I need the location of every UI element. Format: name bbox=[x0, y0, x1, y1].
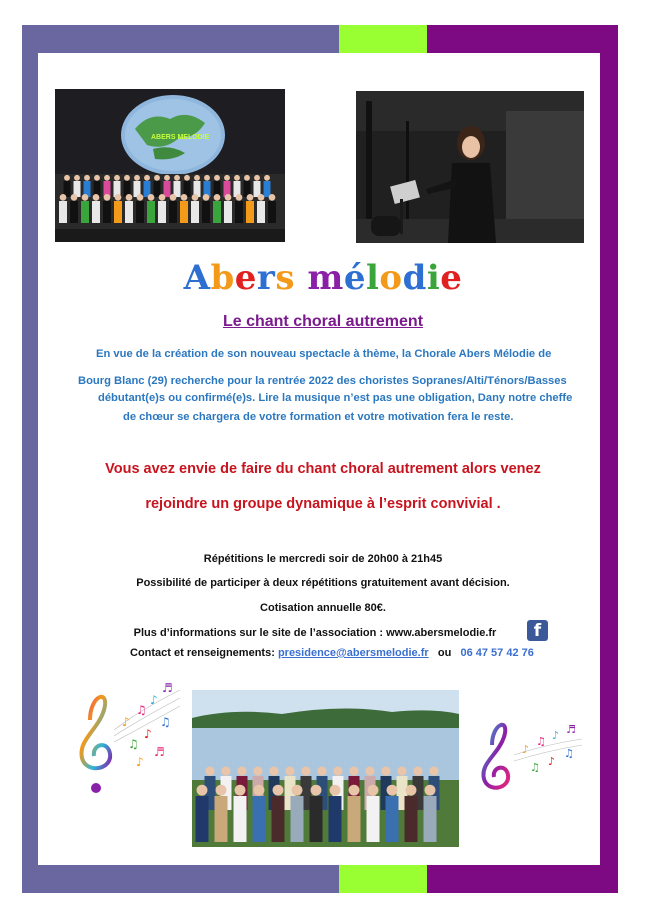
website-info[interactable]: Plus d’informations sur le site de l’association : www.abersmelodie.fr bbox=[133, 627, 497, 639]
svg-text:♬: ♬ bbox=[154, 745, 165, 759]
rehearsal-schedule: Répétitions le mercredi soir de 20h00 à 21h45 bbox=[203, 553, 443, 565]
conductor-illustration bbox=[356, 91, 584, 243]
title-letter: d bbox=[402, 258, 427, 298]
svg-text:♪: ♪ bbox=[122, 715, 130, 729]
group-lakeside-illustration bbox=[192, 690, 459, 847]
choir-stage-photo bbox=[55, 89, 285, 242]
conductor-photo bbox=[356, 91, 584, 243]
frame-bottom-band bbox=[22, 865, 618, 893]
intro-line-2: Bourg Blanc (29) recherche pour la rentrée 2022 des choristes Sopranes/Alti/Ténors/Basses bbox=[78, 375, 567, 387]
svg-text:♬: ♬ bbox=[566, 723, 576, 736]
title-letter: m bbox=[307, 258, 344, 298]
choir-stage-illustration bbox=[55, 89, 285, 242]
svg-text:♫: ♫ bbox=[136, 703, 147, 717]
poster-title bbox=[0, 258, 646, 298]
frame-right-band bbox=[600, 53, 618, 865]
callout-line-1: Vous avez envie de faire du chant choral autrement alors venez bbox=[105, 461, 541, 477]
svg-text:♫: ♫ bbox=[530, 761, 540, 774]
frame-segment-purple bbox=[427, 865, 618, 893]
contact-label: Contact et renseignements: bbox=[130, 647, 275, 659]
intro-line-4: de chœur se chargera de votre formation et votre motivation fera le reste. bbox=[123, 411, 514, 423]
callout-line-2: rejoindre un groupe dynamique à l’esprit convivial . bbox=[145, 496, 501, 512]
choir-logo-text: ABERS MELODIE bbox=[151, 134, 210, 141]
svg-text:♫: ♫ bbox=[536, 735, 546, 748]
svg-text:♫: ♫ bbox=[564, 747, 574, 760]
title-letter: i bbox=[426, 258, 441, 298]
title-letter: A bbox=[183, 258, 211, 298]
intro-line-1: En vue de la création de son nouveau spectacle à thème, la Chorale Abers Mélodie de bbox=[96, 348, 552, 360]
facebook-icon[interactable]: f bbox=[527, 620, 548, 641]
trial-info: Possibilité de participer à deux répétitions gratuitement avant décision. bbox=[136, 577, 510, 589]
group-photo bbox=[192, 690, 459, 847]
contact-line bbox=[130, 647, 534, 659]
music-notes-icon bbox=[70, 670, 185, 805]
svg-text:♪: ♪ bbox=[150, 693, 158, 707]
svg-text:♫: ♫ bbox=[160, 715, 171, 729]
title-letter: l bbox=[365, 258, 380, 298]
music-notes-icon bbox=[470, 705, 585, 810]
frame-top-band bbox=[22, 25, 618, 53]
poster-subtitle: Le chant choral autrement bbox=[222, 313, 424, 330]
treble-clef-icon bbox=[470, 705, 585, 805]
title-letter: e bbox=[234, 258, 257, 298]
frame-segment-blue bbox=[22, 25, 339, 53]
frame-segment-purple bbox=[427, 25, 618, 53]
svg-text:♫: ♫ bbox=[128, 737, 139, 751]
svg-text:♬: ♬ bbox=[162, 681, 173, 695]
phone-number[interactable]: 06 47 57 42 76 bbox=[460, 647, 534, 659]
contact-or: ou bbox=[437, 647, 452, 659]
title-letter: o bbox=[379, 258, 403, 298]
title-letter: e bbox=[440, 258, 463, 298]
treble-clef-icon bbox=[70, 670, 185, 800]
title-letter: é bbox=[343, 258, 366, 298]
fee-info: Cotisation annuelle 80€. bbox=[260, 602, 386, 614]
title-letter: r bbox=[256, 258, 276, 298]
svg-text:♪: ♪ bbox=[548, 755, 556, 768]
title-letter: b bbox=[210, 258, 235, 298]
frame-left-band bbox=[22, 53, 38, 865]
svg-text:♪: ♪ bbox=[552, 729, 560, 742]
svg-text:♪: ♪ bbox=[522, 743, 530, 756]
title-letter bbox=[295, 258, 307, 298]
svg-text:♪: ♪ bbox=[144, 727, 152, 741]
svg-text:♪: ♪ bbox=[136, 755, 144, 769]
email-link[interactable]: presidence@abersmelodie.fr bbox=[277, 647, 429, 659]
intro-line-3: débutant(e)s ou confirmé(e)s. Lire la musique n’est pas une obligation, Dany notre cheffe bbox=[98, 392, 573, 404]
frame-segment-green bbox=[339, 865, 427, 893]
frame-segment-blue bbox=[22, 865, 339, 893]
title-letter: s bbox=[275, 258, 295, 298]
frame-segment-green bbox=[339, 25, 427, 53]
